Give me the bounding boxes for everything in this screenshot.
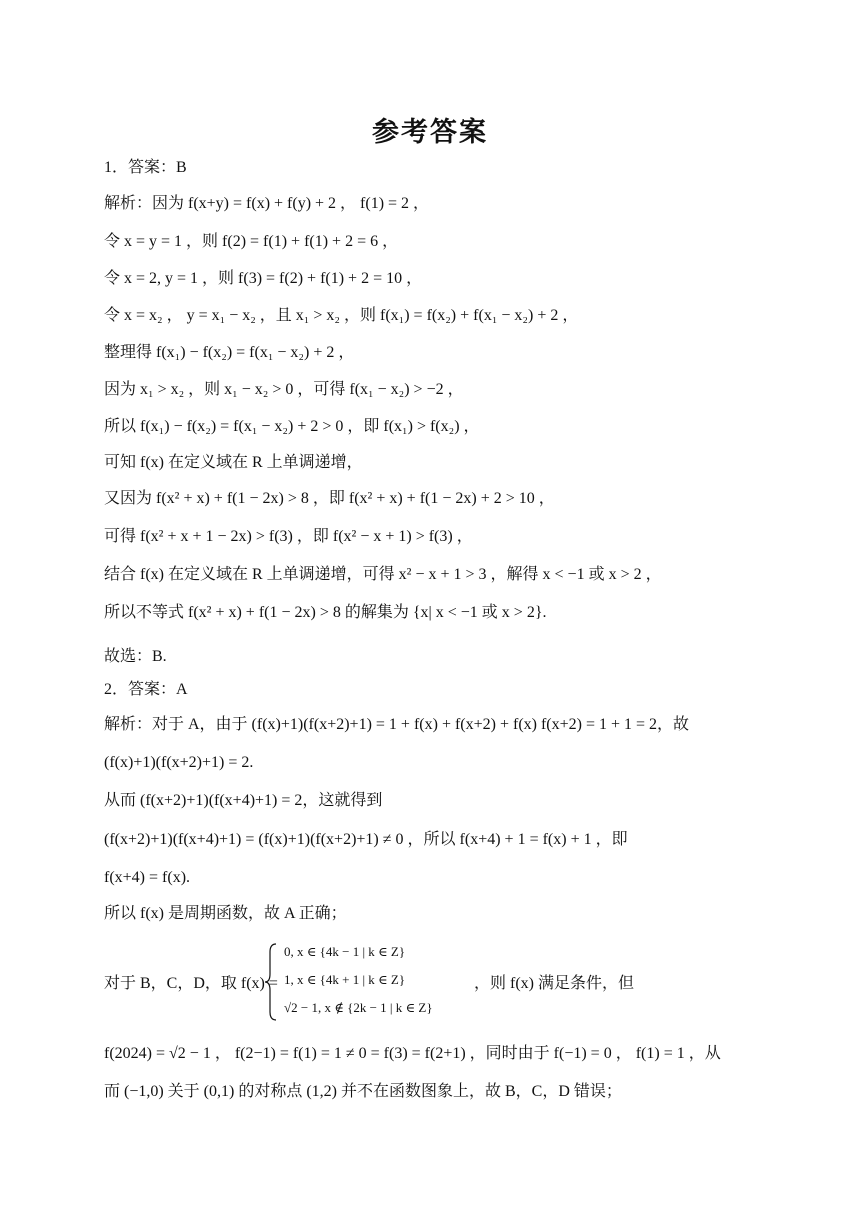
answer-line-l18: 从而 (f(x+2)+1)(f(x+4)+1) = 2，这就得到	[104, 792, 383, 809]
answer-line-l13: 所以不等式 f(x² + x) + f(1 − 2x) > 8 的解集为 {x| x < −1 或 x > 2}.	[104, 604, 547, 621]
piecewise-lead: 对于 B，C，D，取 f(x) =	[104, 975, 278, 992]
answer-line-l17: (f(x)+1)(f(x+2)+1) = 2.	[104, 754, 254, 771]
answer-line-l3: 令 x = y = 1 ，则 f(2) = f(1) + f(1) + 2 = 6 ，	[104, 233, 399, 250]
answer-line-l11: 可得 f(x² + x + 1 − 2x) > f(3) ，即 f(x² − x + 1) > f(3) ，	[104, 528, 473, 545]
piecewise-case-2: 1, x ∈ {4k + 1 | k ∈ Z}	[284, 972, 406, 987]
answer-line-l8: 所以 f(x₁) − f(x₂) = f(x₁ − x₂) + 2 > 0 ，即 f(x₁) > f(x₂) ，	[104, 418, 480, 435]
answer-line-l1: 1．答案：B	[104, 159, 187, 176]
answer-line-l19: (f(x+2)+1)(f(x+4)+1) = (f(x)+1)(f(x+2)+1) ≠ 0 ，所以 f(x+4) + 1 = f(x) + 1 ，即	[104, 831, 628, 848]
answer-line-l6: 整理得 f(x₁) − f(x₂) = f(x₁ − x₂) + 2 ，	[104, 344, 355, 361]
answer-line-l10: 又因为 f(x² + x) + f(1 − 2x) > 8 ，即 f(x² + x) + f(1 − 2x) + 2 > 10 ，	[104, 490, 555, 507]
answer-line-l24: 而 (−1,0) 关于 (0,1) 的对称点 (1,2) 并不在函数图象上，故 B，C，D 错误；	[104, 1083, 622, 1100]
answer-line-l5: 令 x = x₂ ， y = x₁ − x₂ ，且 x₁ > x₂ ，则 f(x₁) = f(x₂) + f(x₁ − x₂) + 2 ，	[104, 307, 579, 324]
piecewise-case-3: √2 − 1, x ∉ {2k − 1 | k ∈ Z}	[284, 1000, 433, 1015]
piecewise-tail: ，则 f(x) 满足条件，但	[474, 975, 634, 992]
page-title: 参考答案	[372, 117, 488, 148]
answer-line-l2: 解析：因为 f(x+y) = f(x) + f(y) + 2 ， f(1) = 2 ，	[104, 195, 430, 212]
answer-line-l14: 故选：B.	[104, 648, 167, 665]
left-brace-icon	[264, 942, 280, 1022]
answer-line-l12: 结合 f(x) 在定义域在 R 上单调递增，可得 x² − x + 1 > 3 ，解得 x < −1 或 x > 2 ，	[104, 566, 662, 583]
answer-line-l21: 所以 f(x) 是周期函数，故 A 正确；	[104, 905, 347, 922]
answer-line-l9: 可知 f(x) 在定义域在 R 上单调递增，	[104, 454, 363, 471]
answer-line-l4: 令 x = 2, y = 1 ，则 f(3) = f(2) + f(1) + 2 = 10 ，	[104, 270, 423, 287]
answer-line-l16: 解析：对于 A，由于 (f(x)+1)(f(x+2)+1) = 1 + f(x) + f(x+2) + f(x) f(x+2) = 1 + 1 = 2，故	[104, 716, 690, 733]
piecewise-case-1: 0, x ∈ {4k − 1 | k ∈ Z}	[284, 944, 406, 959]
answer-line-l15: 2．答案：A	[104, 681, 188, 698]
answer-line-l23: f(2024) = √2 − 1 ， f(2−1) = f(1) = 1 ≠ 0 = f(3) = f(2+1) ，同时由于 f(−1) = 0 ， f(1) = 1 ，从	[104, 1045, 721, 1062]
answer-line-l7: 因为 x₁ > x₂ ，则 x₁ − x₂ > 0 ，可得 f(x₁ − x₂) > −2 ，	[104, 381, 464, 398]
answer-line-l20: f(x+4) = f(x).	[104, 869, 191, 886]
